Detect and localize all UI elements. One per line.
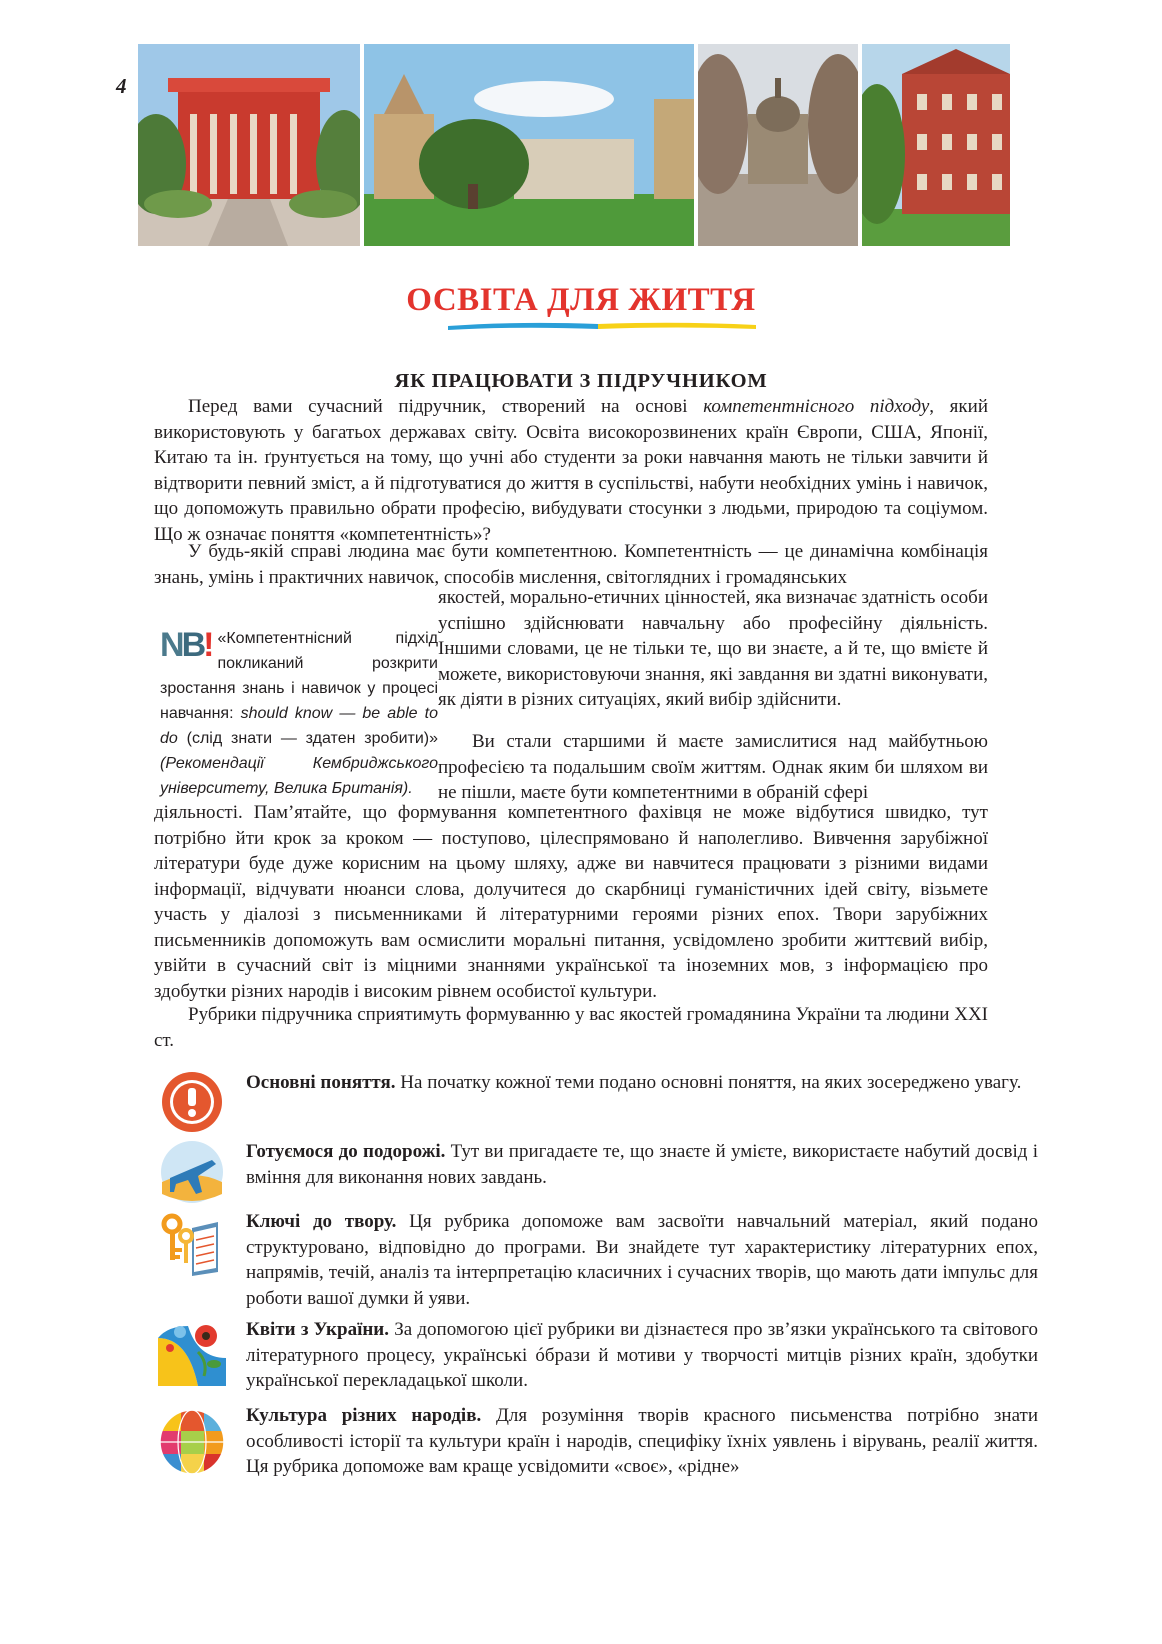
intro-paragraph-1: Перед вами сучасний підручник, створений на основі компетентнісного підходу, який використовують у багатьох державах світу. Освіта високорозвинених країн Європи, США, Японії, Китаю та ін. ґрунтується на тому, що учні або студенти за роки навчання мають не тільки завчити й відтворити певний зміст, а й підготуватися до життя в суспільстві, набути необхідних умінь і навичок, що допоможуть правильно обрати професію, вибудувати стосунки з людьми, природою та соціумом. Що ж означає поняття «компетентність»?: [154, 396, 988, 545]
globe-icon: [158, 1408, 226, 1476]
university-photo-4: [862, 44, 1010, 246]
intro-paragraph-3-bottom: діяльності. Пам’ятайте, що формування компетентного фахівця не може відбутися швидко, тут потрібно йти крок за кроком — поступово, цілеспрямовано й наполегливо. Вивчення зарубіжної літератури буде дуже корисним на цьому шляху, адже ви навчитеся працювати з різними видами інформації, відчувати нюанси слова, долучитеся до скарбниці гуманістичних ідей світу, візьмете участь у діалозі з письменниками й літературними героями різних епох. Твори зарубіжних письменників допоможуть вам осмислити моральні питання, усвідомлено зробити життєвий вибір, увійти в сучасний світ із міцними знаннями української та іноземних мов, з інформацією про здобутки різних народів і високим рівнем особистої культури.: [154, 802, 988, 1002]
section-title: ЯК ПРАЦЮВАТИ З ПІДРУЧНИКОМ: [394, 370, 768, 392]
exclamation-icon: [158, 1068, 226, 1136]
page-number: 4: [116, 74, 127, 98]
rubric-item-4: Квіти з України. За допомогою цієї рубрики ви дізнаєтеся про зв’язки українського та світового літературного процесу, українські óбрази й мотиви у творчості митців різних країн, здобутки української перекладацької школи.: [246, 1319, 1038, 1391]
rubric-item-3: Ключі до твору. Ця рубрика допоможе вам засвоїти навчальний матеріал, який подано структуровано, відповідно до програми. Ви знайдете тут характеристику літературних епох, напрямів, течій, аналіз та інтерпретацію класичних і сучасних творів, що мають дати імпульс для роботи вашої думки й уяви.: [246, 1211, 1038, 1309]
title-underline: [448, 320, 756, 330]
university-photo-3: [698, 44, 858, 246]
intro-paragraph-4: Рубрики підручника сприятимуть формуванню у вас якостей громадянина України та людини XXI ст.: [154, 1004, 988, 1051]
main-title: ОСВІТА ДЛЯ ЖИТТЯ: [406, 282, 756, 318]
university-photo-1: [138, 44, 360, 246]
nb-note: NB! «Компетентнісний підхід покликаний розкрити зростання знань і навичок у процесі навчання: should know — be able to do (слід знати — здатен зробити)» (Рекомендації Кембриджського університету, Велика Британія).: [160, 626, 438, 797]
airplane-icon: [158, 1138, 226, 1206]
rubric-item-2: Готуємося до подорожі. Тут ви пригадаєте те, що знаєте й умієте, використаєте набутий досвід і вміння для виконання нових завдань.: [246, 1141, 1039, 1188]
university-photo-2: [364, 44, 694, 246]
rubric-item-5: Культура різних народів. Для розуміння творів красного письменства потрібно знати особливості історії та культури країн і народів, специфіку їхніх уявлень і вірувань, реалії життя. Ця рубрика допоможе вам краще усвідомити «своє», «рідне»: [246, 1405, 1038, 1477]
flowers-icon: [158, 1318, 226, 1386]
rubric-item-1: Основні поняття. На початку кожної теми подано основні поняття, на яких зосереджено увагу.: [246, 1072, 1022, 1093]
nb-logo: NB!: [160, 626, 212, 664]
keys-book-icon: [158, 1210, 226, 1278]
intro-paragraph-3-side: Ви стали старшими й маєте замислитися над майбутньою професією та подальшим своїм життям. Однак яким би шляхом ви не пішли, маєте бути компетентними в обраній сфері: [438, 731, 988, 803]
intro-paragraph-2-top: У будь-якій справі людина має бути компетентною. Компетентність — це динамічна комбінація знань, умінь і практичних навичок, способів мислення, світоглядних і громадянських: [154, 541, 988, 588]
intro-paragraph-2-side: якостей, морально-етичних цінностей, яка визначає здатність особи успішно здійснювати навчальну або професійну діяльність. Іншими словами, це не тільки те, що ви знаєте, а й те, що вмієте й можете, використовуючи знання, які завдання ви здатні виконувати, як діяти в різних ситуаціях, який вибір здійснити.: [438, 587, 988, 710]
